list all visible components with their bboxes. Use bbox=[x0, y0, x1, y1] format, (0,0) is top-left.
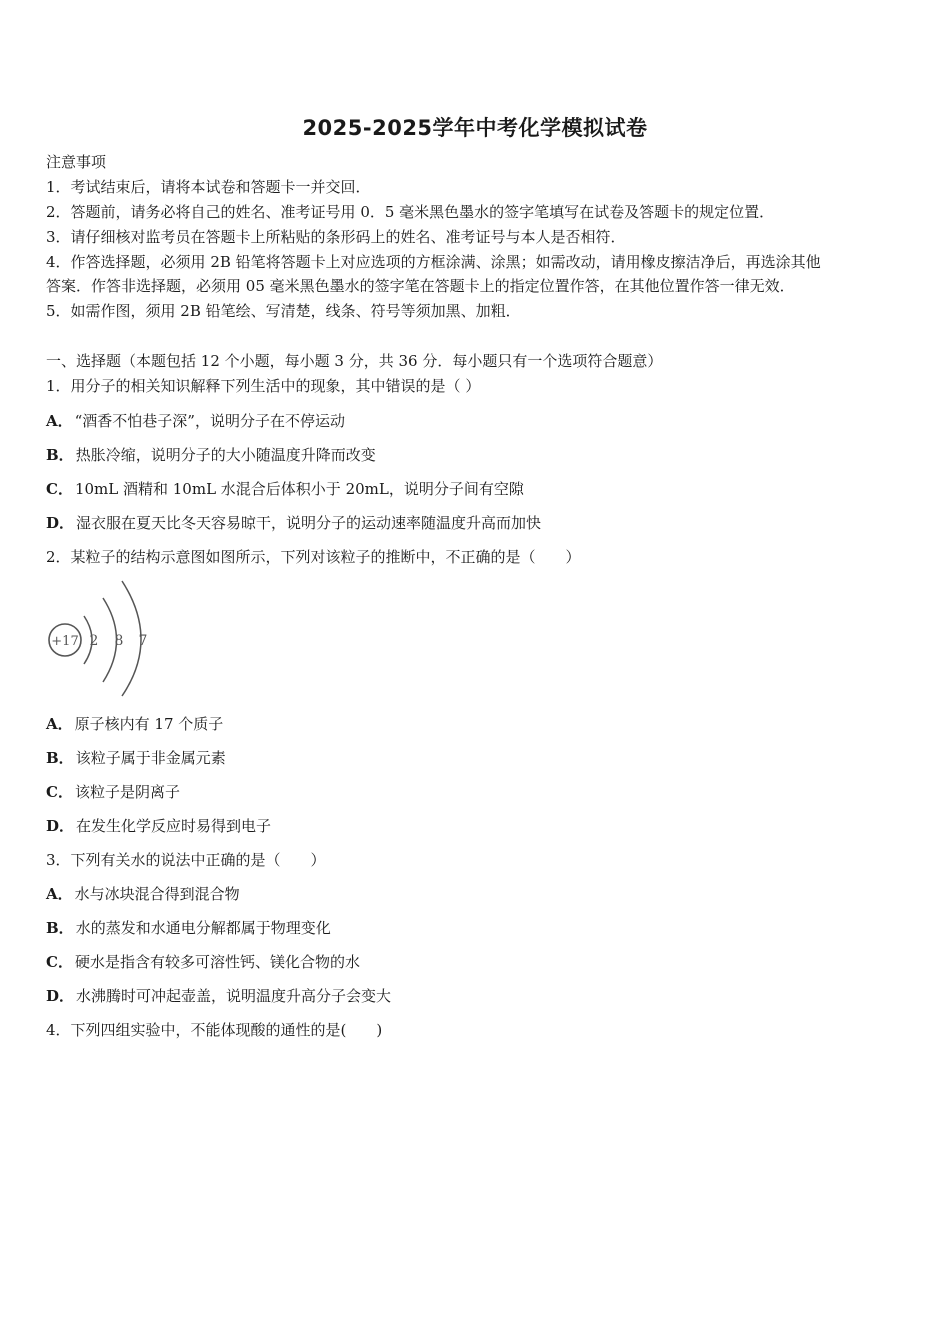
option-text: 原子核内有 17 个质子 bbox=[74, 715, 224, 733]
option-letter: B． bbox=[46, 749, 74, 767]
option-letter: C． bbox=[46, 953, 73, 971]
option bbox=[46, 748, 226, 768]
notice-item: 1．考试结束后，请将本试卷和答题卡一并交回． bbox=[46, 178, 371, 196]
option-letter: B． bbox=[46, 919, 74, 937]
option-text: 湿衣服在夏天比冬天容易晾干，说明分子的运动速率随温度升高而加快 bbox=[76, 514, 542, 532]
option-letter: A． bbox=[46, 715, 73, 733]
option bbox=[46, 411, 345, 431]
question-stem: 3．下列有关水的说法中正确的是（ ） bbox=[46, 851, 326, 869]
option bbox=[46, 445, 376, 465]
option bbox=[46, 513, 541, 533]
option-text: 10mL 酒精和 10mL 水混合后体积小于 20mL，说明分子间有空隙 bbox=[74, 480, 524, 498]
shell-electrons-3: 7 bbox=[138, 633, 148, 649]
notice-item: 2．答题前，请务必将自己的姓名、准考证号用 0．5 毫米黑色墨水的签字笔填写在试卷及答题卡的规定位置． bbox=[46, 203, 775, 221]
section-heading: 一、选择题（本题包括 12 个小题，每小题 3 分，共 36 分．每小题只有一个选项符合题意） bbox=[46, 352, 663, 370]
question-stem: 1．用分子的相关知识解释下列生活中的现象，其中错误的是（ ） bbox=[46, 377, 481, 395]
option-text: 水的蒸发和水通电分解都属于物理变化 bbox=[75, 919, 331, 937]
option bbox=[46, 952, 360, 972]
notice-item: 答案．作答非选择题，必须用 05 毫米黑色墨水的签字笔在答题卡上的指定位置作答，在其他位置作答一律无效． bbox=[46, 277, 795, 295]
option-text: “酒香不怕巷子深”，说明分子在不停运动 bbox=[74, 412, 345, 430]
option-letter: B． bbox=[46, 446, 74, 464]
notice-heading: 注意事项 bbox=[46, 153, 107, 171]
nucleus-charge: +17 bbox=[51, 634, 79, 649]
option-text: 水沸腾时可冲起壶盖，说明温度升高分子会变大 bbox=[76, 987, 392, 1005]
option bbox=[46, 479, 524, 499]
atom-structure-diagram bbox=[44, 578, 156, 698]
notice-item: 4．作答选择题，必须用 2B 铅笔将答题卡上对应选项的方框涂满、涂黑；如需改动，请用橡皮擦洁净后，再选涂其他 bbox=[46, 253, 821, 271]
option-letter: C． bbox=[46, 783, 73, 801]
shell-electrons-2: 8 bbox=[114, 633, 124, 649]
notice-item: 5．如需作图，须用 2B 铅笔绘、写清楚，线条、符号等须加黑、加粗． bbox=[46, 302, 521, 320]
option-letter: A． bbox=[46, 412, 73, 430]
shell-electrons-1: 2 bbox=[89, 633, 99, 649]
option-text: 热胀冷缩，说明分子的大小随温度升降而改变 bbox=[75, 446, 376, 464]
option-text: 硬水是指含有较多可溶性钙、镁化合物的水 bbox=[74, 953, 360, 971]
question-stem: 2．某粒子的结构示意图如图所示，下列对该粒子的推断中，不正确的是（ ） bbox=[46, 548, 581, 566]
option bbox=[46, 816, 271, 836]
option-text: 该粒子是阴离子 bbox=[74, 783, 180, 801]
option-letter: D． bbox=[46, 987, 75, 1005]
option bbox=[46, 884, 240, 904]
option-text: 该粒子属于非金属元素 bbox=[75, 749, 226, 767]
option-letter: D． bbox=[46, 817, 75, 835]
option-letter: A． bbox=[46, 885, 73, 903]
option bbox=[46, 986, 391, 1006]
option bbox=[46, 918, 331, 938]
question-stem: 4．下列四组实验中，不能体现酸的通性的是( ) bbox=[46, 1021, 383, 1039]
option-text: 在发生化学反应时易得到电子 bbox=[76, 817, 272, 835]
notice-item: 3．请仔细核对监考员在答题卡上所粘贴的条形码上的姓名、准考证号与本人是否相符． bbox=[46, 228, 626, 246]
option bbox=[46, 782, 180, 802]
option-letter: C． bbox=[46, 480, 73, 498]
option bbox=[46, 714, 223, 734]
option-letter: D． bbox=[46, 514, 75, 532]
option-text: 水与冰块混合得到混合物 bbox=[74, 885, 240, 903]
page-title: 2025-2025学年中考化学模拟试卷 bbox=[302, 116, 648, 140]
